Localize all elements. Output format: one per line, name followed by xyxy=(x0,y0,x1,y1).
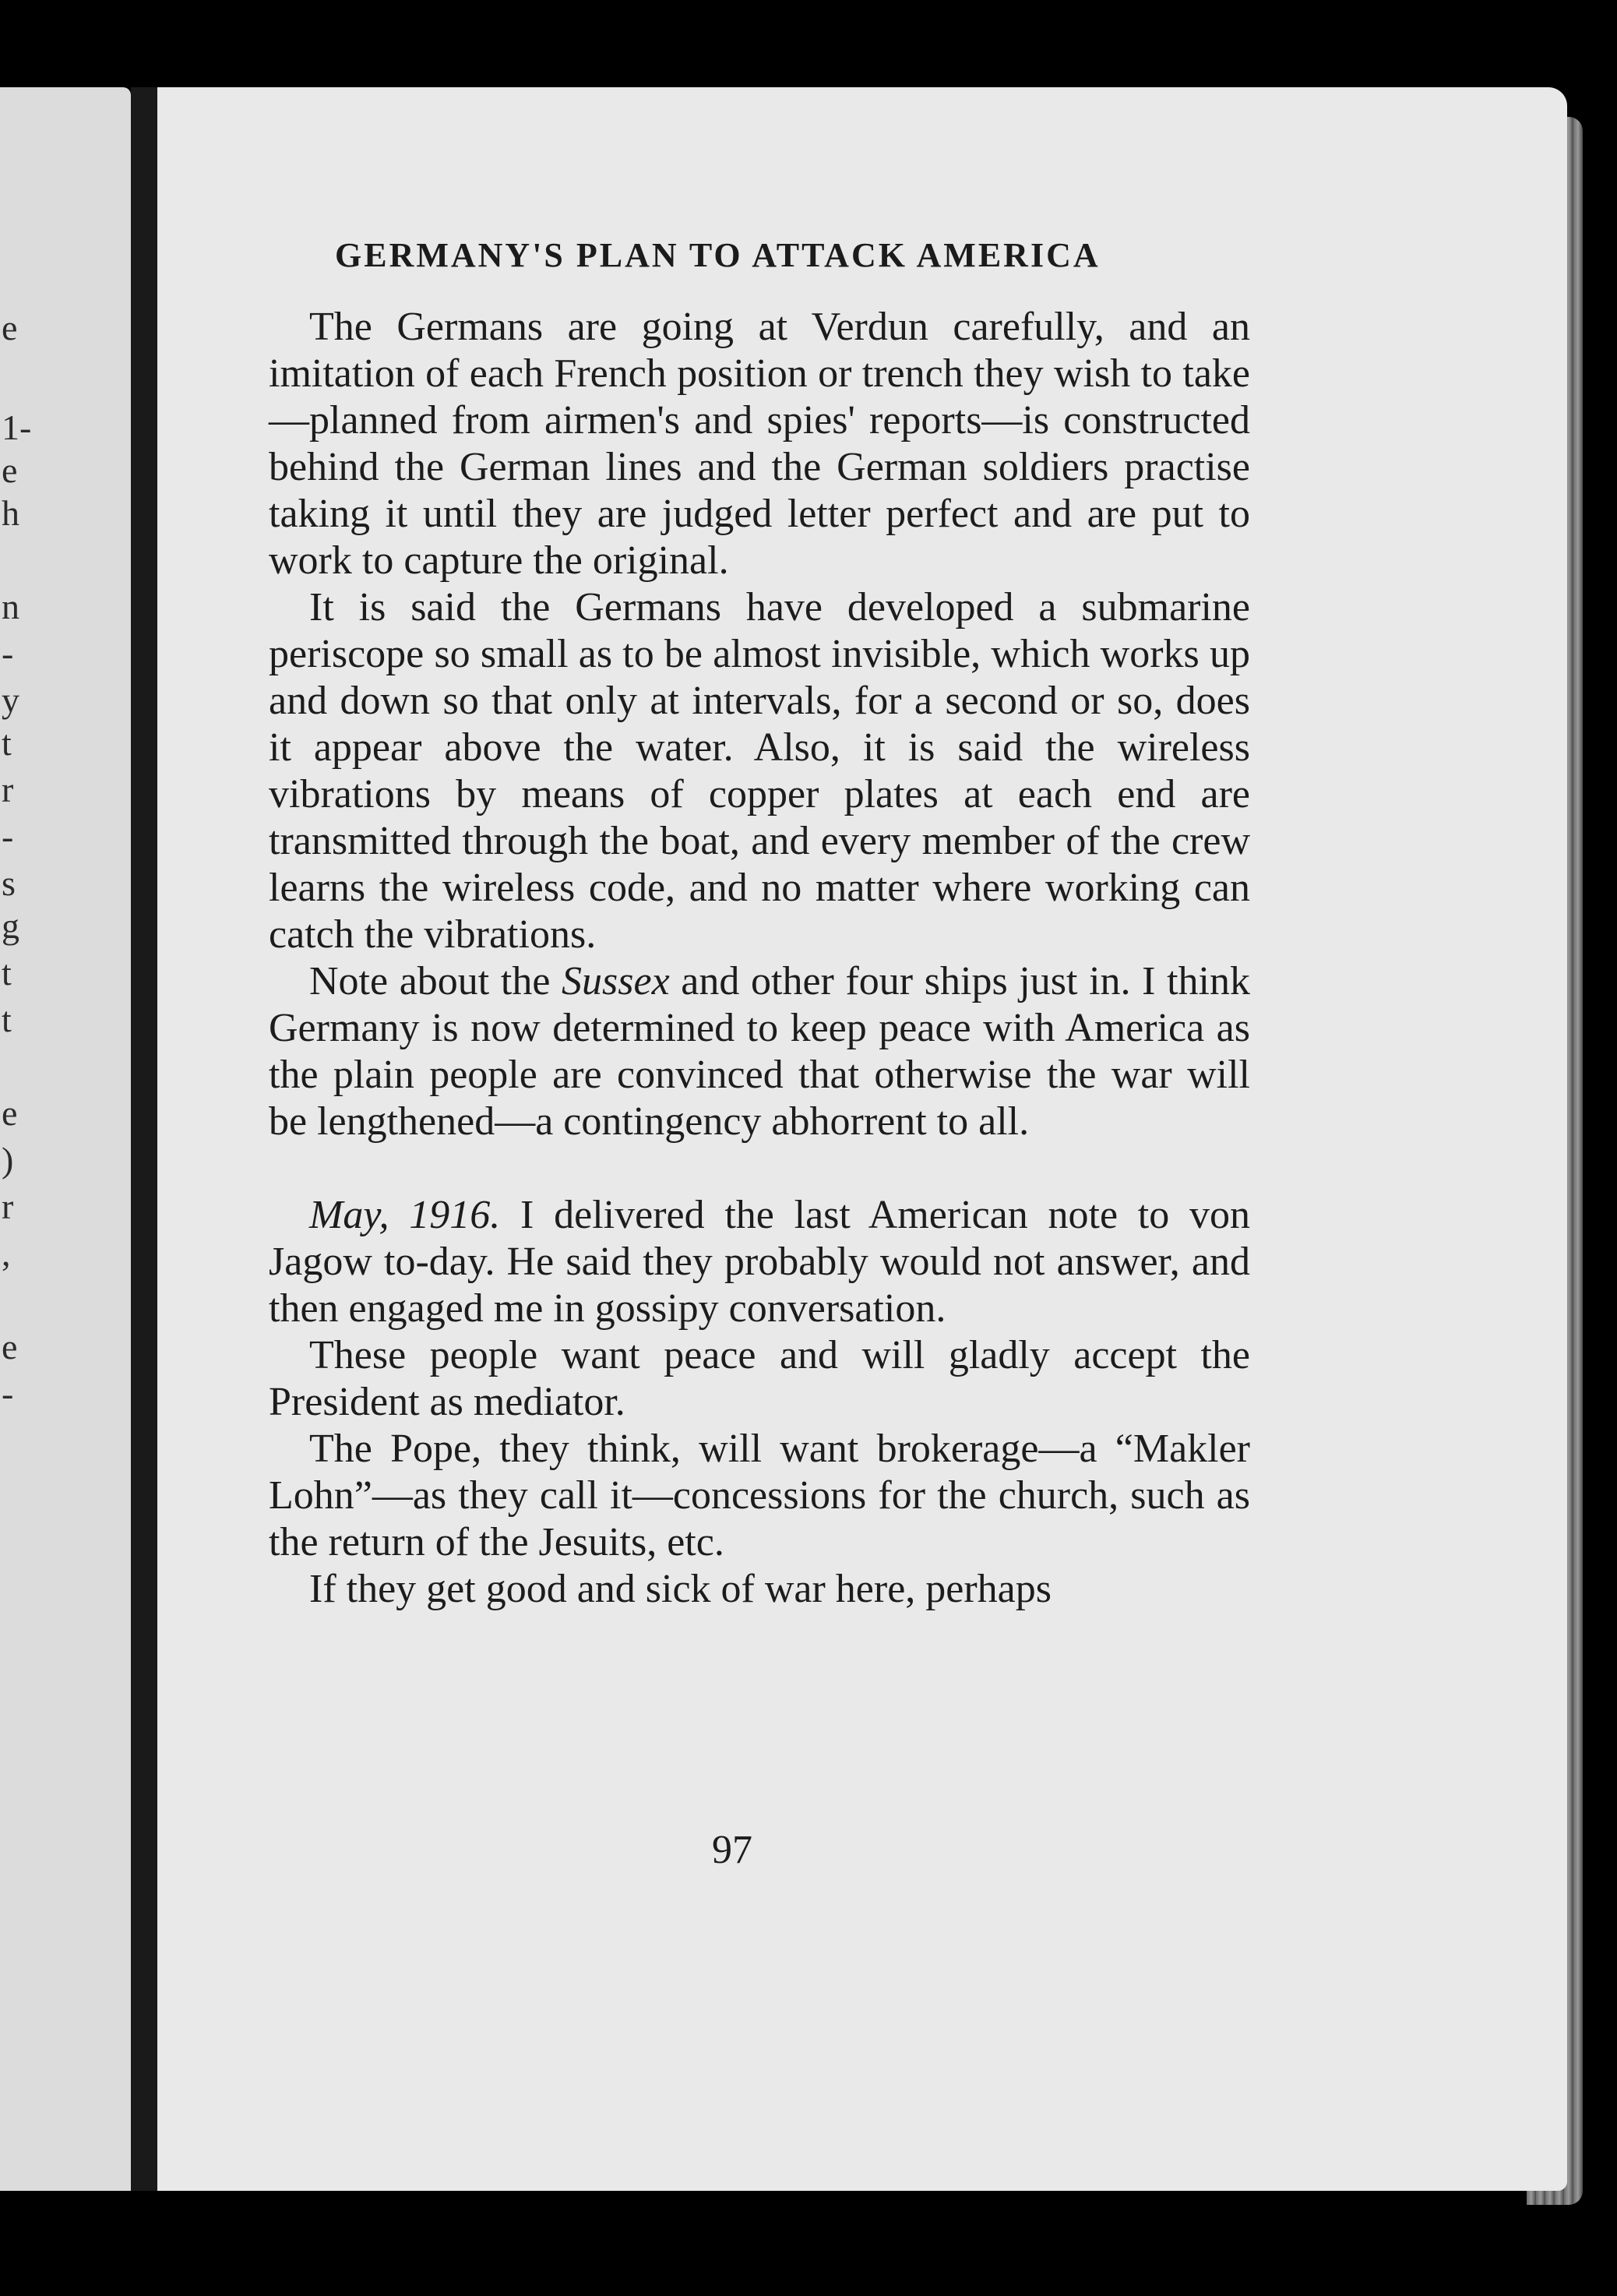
dated-entry-paragraph xyxy=(269,1192,1250,1332)
paragraph: The Pope, they think, will want brokerage—a “Makler Lohn”—as they call it—concessions for the church, such as the return of the Jesuits, etc. xyxy=(269,1427,1250,1564)
body-text xyxy=(269,304,1250,1613)
paragraph-text: Note about the xyxy=(309,959,562,1003)
left-fragment: , xyxy=(2,1233,11,1273)
running-head: GERMANY'S PLAN TO ATTACK AMERICA xyxy=(335,236,1101,274)
left-fragment: r xyxy=(2,1187,14,1226)
left-fragment: - xyxy=(2,816,14,856)
paragraph: These people want peace and will gladly accept the President as mediator. xyxy=(269,1333,1250,1424)
left-fragment: - xyxy=(2,633,14,673)
book-gutter xyxy=(131,87,157,2191)
paragraph: The Germans are going at Verdun carefully, and an imitation of each French position or trench they wish to take—planned from airmen's and spies' reports—is constructed behind the German lines and the German soldiers practise taking it until they are judged letter perfect and are put to work to capture the original. xyxy=(269,305,1250,583)
left-fragment: ) xyxy=(2,1140,14,1180)
paragraph: If they get good and sick of war here, perhaps xyxy=(309,1567,1052,1611)
page-number: 97 xyxy=(712,1828,752,1872)
left-fragment: s xyxy=(2,863,16,903)
paragraph-text: and other four ships just in. I think Germany is now determined to keep peace with America as the plain people are convinced that otherwise the war will be lengthened—a contingency abhorrent to all. xyxy=(269,959,1250,1144)
left-fragment: r xyxy=(2,770,14,809)
left-fragment: n xyxy=(2,587,19,626)
left-fragment: t xyxy=(2,953,12,993)
paragraph xyxy=(269,958,1250,1145)
left-fragment: - xyxy=(2,1374,14,1413)
entry-date: May, 1916. xyxy=(309,1193,501,1237)
left-fragment: e xyxy=(2,1327,18,1367)
left-fragment: e xyxy=(2,308,18,347)
left-fragment: y xyxy=(2,680,19,720)
italic-ship-name: Sussex xyxy=(562,959,670,1003)
left-fragment: 1- xyxy=(2,407,32,447)
paragraph: It is said the Germans have developed a submarine periscope so small as to be almost invisible, which works up and down so that only at intervals, for a second or so, does it appear above the water. Also, it is said the wireless vibrations by means of copper plates at each end are transmitted through the boat, and every member of the crew learns the wireless code, and no matter where working can catch the vibrations. xyxy=(269,585,1250,957)
left-fragment: e xyxy=(2,450,18,490)
left-fragment: h xyxy=(2,493,19,533)
left-fragment: t xyxy=(2,723,12,763)
left-fragment: e xyxy=(2,1093,18,1133)
left-page xyxy=(0,87,131,2191)
left-fragment: g xyxy=(2,906,19,946)
paragraph-text: I delivered the last American note to von Jagow to-day. He said they probably would not answer, and then engaged me in gossipy conversation. xyxy=(269,1193,1250,1331)
left-page-margin-fragments xyxy=(0,87,131,2191)
left-fragment: t xyxy=(2,1000,12,1039)
